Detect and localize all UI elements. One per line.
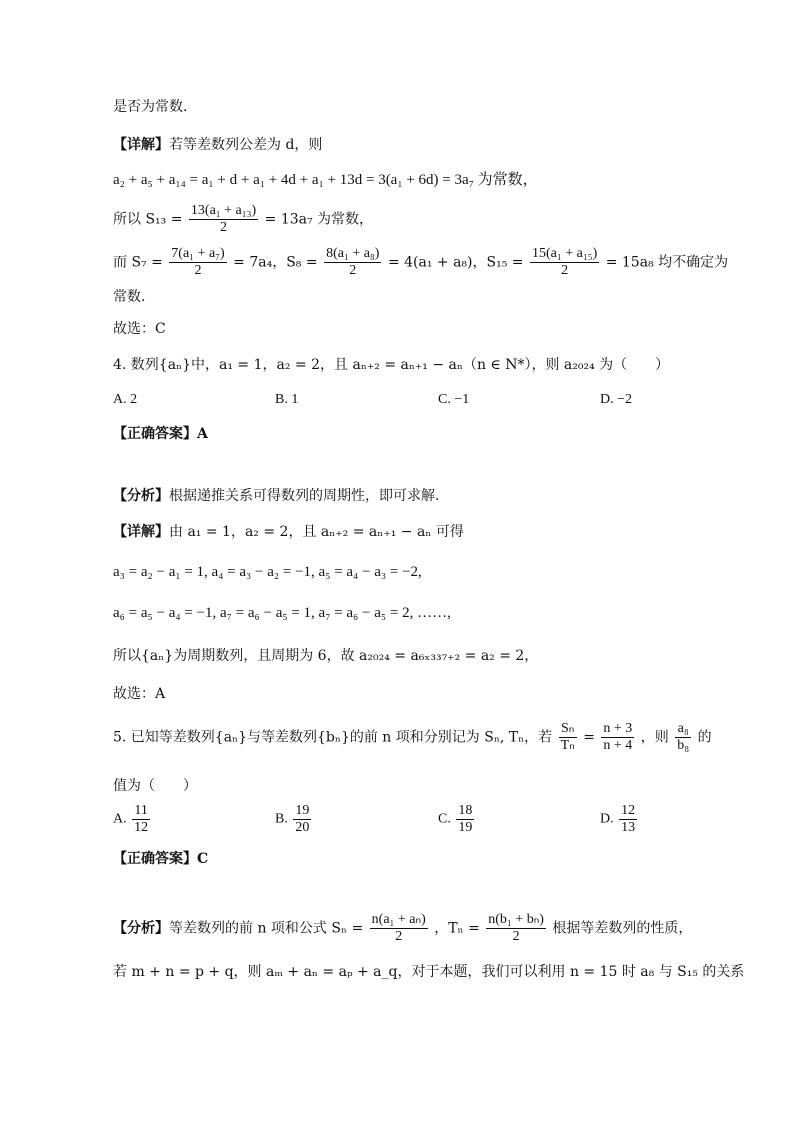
fraction <box>601 721 634 754</box>
q4-option-a: A. 2 <box>113 392 138 407</box>
denominator: 2 <box>220 220 228 235</box>
numerator: 15(a₁ + a₁₅) <box>531 246 598 261</box>
text-span: = 15a₈ 均不确定为 <box>605 254 729 271</box>
numerator: 19 <box>295 803 310 818</box>
q5-option-a <box>113 803 152 836</box>
denominator: 2 <box>194 263 202 278</box>
question-5 <box>113 721 712 754</box>
denominator: 2 <box>349 263 357 278</box>
numerator: n + 3 <box>603 721 633 736</box>
option-letter: A. <box>113 811 127 827</box>
text-span: 而 S₇ = <box>113 254 163 271</box>
analysis-5 <box>113 912 692 945</box>
numerator: 18 <box>458 803 473 818</box>
option-letter: B. <box>275 811 288 827</box>
fraction <box>456 803 474 836</box>
detail-paragraph <box>113 135 322 155</box>
formula-line-s7 <box>113 246 728 279</box>
q5-option-c <box>438 803 476 836</box>
numerator: 7(a₁ + a₇) <box>171 246 225 261</box>
text-span: 所以 S₁₃ = <box>113 211 183 228</box>
fraction <box>486 912 546 945</box>
math-line: 所以{aₙ}为周期数列，且周期为 6，故 a₂₀₂₄ = a₆ₓ₃₃₇₊₂ = a₂ = 2， <box>113 648 539 664</box>
correct-answer-5: 【正确答案】C <box>113 851 209 867</box>
correct-answer-4: 【正确答案】A <box>113 426 208 442</box>
answer-line: 故选：C <box>113 321 166 337</box>
fraction <box>132 803 150 836</box>
denominator: 19 <box>458 820 473 835</box>
fraction <box>559 721 577 754</box>
numerator: 13(a₁ + a₁₃) <box>190 203 257 218</box>
text-span: 根据等差数列的性质， <box>552 920 693 937</box>
text-span: 根据递推关系可得数列的周期性，即可求解. <box>169 488 440 504</box>
q4-option-b: B. 1 <box>275 392 299 407</box>
text-span: 的 <box>697 729 712 746</box>
math-line: a₃ = a₂ − a₁ = 1, a₄ = a₃ − a₂ = −1, a₅ = a₄ − a₃ = −2, <box>113 564 422 580</box>
formula-line-s13 <box>113 203 373 236</box>
text-span: ，则 <box>640 729 669 746</box>
text-span: = 13a₇ 为常数， <box>264 211 374 228</box>
detail-4 <box>113 522 464 542</box>
option-letter: D. <box>600 811 614 827</box>
numerator: 8(a₁ + a₈) <box>326 246 380 261</box>
denominator: 2 <box>561 263 569 278</box>
fraction <box>293 803 311 836</box>
math-line: a₆ = a₅ − a₄ = −1, a₇ = a₆ − a₅ = 1, a₇ = a₆ − a₅ = 2, ……, <box>113 605 451 621</box>
option-letter: C. <box>438 811 451 827</box>
numerator: n(a₁ + aₙ) <box>371 912 426 927</box>
denominator: 20 <box>295 820 310 835</box>
text-span: = 4(a₁ + a₈)，S₁₅ = <box>387 254 524 271</box>
answer-line: 故选：A <box>113 686 166 702</box>
text-span: ，Tₙ = <box>434 920 480 937</box>
fraction <box>370 912 428 945</box>
text-span: 由 a₁ = 1，a₂ = 2，且 aₙ₊₂ = aₙ₊₁ − aₙ 可得 <box>169 524 464 540</box>
denominator: Tₙ <box>560 738 575 753</box>
q5-option-b <box>275 803 313 836</box>
numerator: 12 <box>621 803 636 818</box>
text-span: 等差数列的前 n 项和公式 Sₙ = <box>169 920 364 937</box>
section-label: 【分析】 <box>113 488 169 504</box>
numerator: a₈ <box>675 721 691 738</box>
fraction <box>619 803 637 836</box>
denominator: 2 <box>512 929 520 944</box>
section-label: 【详解】 <box>113 137 169 153</box>
text-line: 常数. <box>113 289 146 305</box>
denominator: 12 <box>134 820 149 835</box>
analysis-4 <box>113 486 439 506</box>
numerator: Sₙ <box>559 721 577 738</box>
denominator: 2 <box>395 929 403 944</box>
question-4: 4. 数列{aₙ}中，a₁ = 1，a₂ = 2，且 aₙ₊₂ = aₙ₊₁ − aₙ（n ∈ N*），则 a₂₀₂₄ 为（ ） <box>113 357 670 373</box>
fraction <box>530 246 599 279</box>
denominator: 13 <box>621 820 636 835</box>
q4-option-d: D. −2 <box>600 392 633 407</box>
text-span: 5. 已知等差数列{aₙ}与等差数列{bₙ}的前 n 项和分别记为 Sₙ, Tₙ，若 <box>113 729 553 746</box>
text-line: 值为（ ） <box>113 778 197 794</box>
text-line: 若 m + n = p + q，则 aₘ + aₙ = aₚ + a_q，对于本题，我们可以利用 n = 15 时 a₈ 与 S₁₅ 的关系 <box>113 964 745 980</box>
numerator: 11 <box>132 803 150 820</box>
fraction <box>324 246 381 279</box>
section-label: 【详解】 <box>113 524 169 540</box>
numerator: n(b₁ + bₙ) <box>488 912 544 927</box>
fraction <box>169 246 226 279</box>
fraction <box>189 203 258 236</box>
text-span: 若等差数列公差为 d，则 <box>169 137 323 153</box>
section-label: 【分析】 <box>113 920 169 937</box>
q4-option-c: C. −1 <box>438 392 470 407</box>
text-span: = <box>583 729 595 746</box>
denominator: b₈ <box>677 738 690 753</box>
text-span: = 7a₄，S₈ = <box>233 254 318 271</box>
denominator: n + 4 <box>603 738 633 753</box>
q5-option-d <box>600 803 639 836</box>
fraction <box>675 721 691 754</box>
text-line: 是否为常数. <box>113 99 188 115</box>
math-line: a₂ + a₅ + a₁₄ = a₁ + d + a₁ + 4d + a₁ + 13d = 3(a₁ + 6d) = 3a₇ 为常数， <box>113 172 538 188</box>
